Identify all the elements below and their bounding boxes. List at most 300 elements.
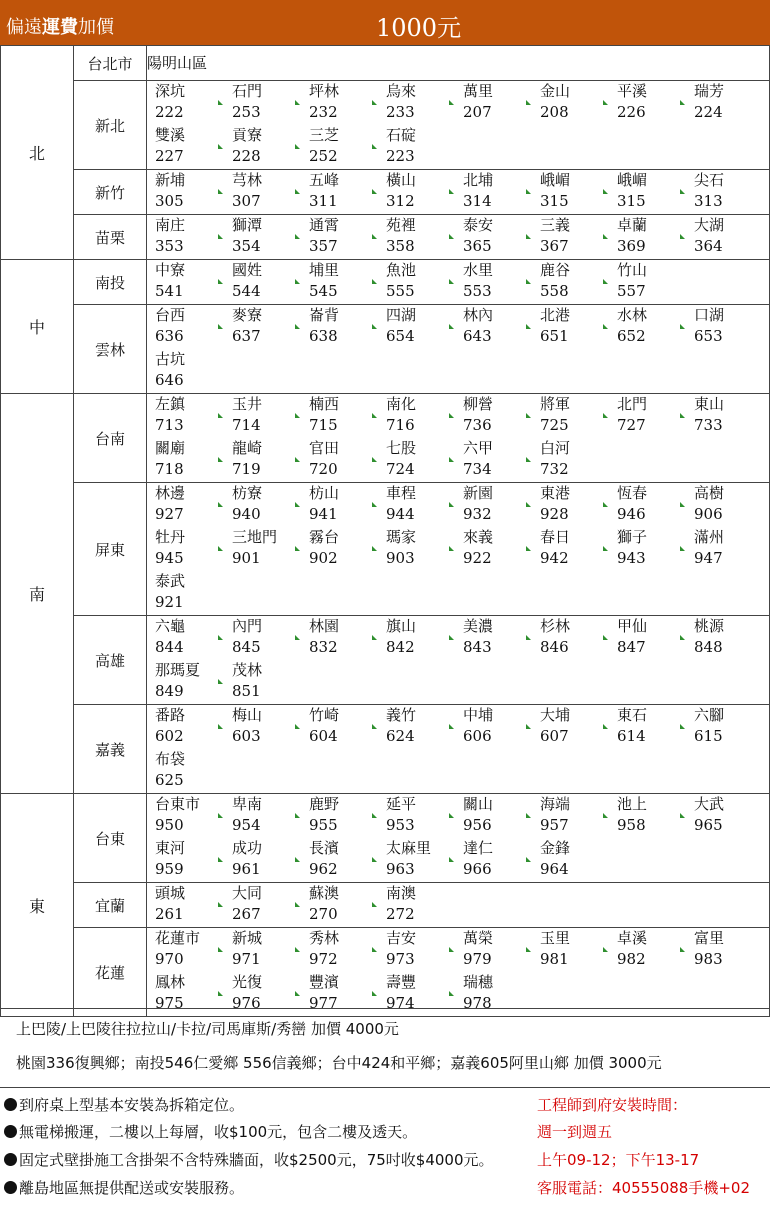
cell-marker-icon [218, 189, 223, 194]
town-name: 長濱 [309, 839, 340, 857]
cell-marker-icon [680, 189, 685, 194]
cell-marker-icon [449, 100, 454, 105]
postal-code: 354 [232, 237, 261, 255]
town-name: 芎林 [232, 171, 263, 189]
town-entry [532, 794, 609, 838]
postal-code: 720 [309, 460, 338, 478]
cell-marker-icon [218, 279, 223, 284]
town-name: 滿州 [694, 528, 725, 546]
town-name: 通霄 [309, 216, 340, 234]
cell-marker-icon [372, 189, 377, 194]
cell-marker-icon [295, 857, 300, 862]
postal-code: 557 [617, 282, 646, 300]
cell-marker-icon [295, 635, 300, 640]
county-label: 苗栗 [74, 215, 147, 260]
cell-marker-icon [680, 546, 685, 551]
cell-marker-icon [372, 635, 377, 640]
cell-marker-icon [449, 234, 454, 239]
cell-marker-icon [218, 457, 223, 462]
town-name: 大同 [232, 884, 263, 902]
town-name: 台東市 [155, 795, 201, 813]
town-name: 關山 [463, 795, 494, 813]
town-entry [455, 705, 532, 749]
town-entry [147, 170, 224, 214]
postal-code: 724 [386, 460, 415, 478]
cell-marker-icon [526, 857, 531, 862]
cell-marker-icon [218, 413, 223, 418]
town-entry [224, 705, 301, 749]
postal-code: 922 [463, 549, 492, 567]
postal-code: 965 [694, 816, 723, 834]
town-name: 茂林 [232, 661, 263, 679]
town-entry [455, 170, 532, 214]
town-entry [301, 838, 378, 882]
town-name: 台西 [155, 306, 186, 324]
postal-code: 226 [617, 103, 646, 121]
town-name: 古坑 [155, 350, 186, 368]
postal-code: 932 [463, 505, 492, 523]
town-name: 蘇澳 [309, 884, 340, 902]
town-entry [686, 616, 763, 660]
postal-code: 950 [155, 816, 184, 834]
postal-code: 978 [463, 994, 492, 1012]
cell-marker-icon [449, 991, 454, 996]
town-entry [686, 928, 763, 972]
postal-code: 962 [309, 860, 338, 878]
town-entry [532, 260, 609, 304]
town-entry [609, 928, 686, 972]
town-name: 六腳 [694, 706, 725, 724]
cell-marker-icon [372, 413, 377, 418]
postal-code: 725 [540, 416, 569, 434]
county-row [1, 928, 770, 1017]
county-label: 屏東 [74, 483, 147, 616]
postal-code: 975 [155, 994, 184, 1012]
town-entry [455, 81, 532, 125]
town-name: 枋寮 [232, 484, 263, 502]
town-entry [378, 170, 455, 214]
cell-marker-icon [218, 947, 223, 952]
postal-code: 983 [694, 950, 723, 968]
cell-marker-icon [372, 234, 377, 239]
postal-code: 625 [155, 771, 184, 789]
town-name: 布袋 [155, 750, 186, 768]
cell-marker-icon [526, 546, 531, 551]
postal-code: 972 [309, 950, 338, 968]
postal-code: 544 [232, 282, 261, 300]
county-label: 嘉義 [74, 705, 147, 794]
postal-code: 928 [540, 505, 569, 523]
town-name: 峨嵋 [540, 171, 571, 189]
postal-code: 957 [540, 816, 569, 834]
town-entry [224, 215, 301, 259]
cell-marker-icon [295, 502, 300, 507]
postal-code: 736 [463, 416, 492, 434]
town-entry [147, 527, 224, 571]
town-entry [609, 394, 686, 438]
postal-code: 973 [386, 950, 415, 968]
note-item: 無電梯搬運，二樓以上每層，收$100元，包含二樓及透天。 [4, 1121, 417, 1142]
postal-code: 847 [617, 638, 646, 656]
cell-marker-icon [449, 502, 454, 507]
town-entry [686, 794, 763, 838]
town-entry [378, 81, 455, 125]
install-time-title: 工程師到府安裝時間： [537, 1096, 688, 1114]
town-name: 成功 [232, 839, 263, 857]
town-entry [532, 928, 609, 972]
town-name: 北埔 [463, 171, 494, 189]
postal-code: 959 [155, 860, 184, 878]
town-name: 光復 [232, 973, 263, 991]
cell-marker-icon [526, 813, 531, 818]
town-entry [455, 794, 532, 838]
postal-code: 541 [155, 282, 184, 300]
postal-code: 849 [155, 682, 184, 700]
postal-code: 921 [155, 593, 184, 611]
town-entry [301, 527, 378, 571]
town-name: 卓蘭 [617, 216, 648, 234]
town-name: 水里 [463, 261, 494, 279]
special-surcharges [0, 1008, 770, 1088]
town-name: 新埔 [155, 171, 186, 189]
cell-marker-icon [372, 144, 377, 149]
town-name: 中埔 [463, 706, 494, 724]
cell-marker-icon [295, 100, 300, 105]
postal-code: 223 [386, 147, 415, 165]
cell-marker-icon [449, 947, 454, 952]
postal-code: 222 [155, 103, 184, 121]
county-label: 台北市 [74, 46, 147, 81]
county-row [1, 883, 770, 928]
cell-marker-icon [372, 813, 377, 818]
postal-code: 615 [694, 727, 723, 745]
cell-marker-icon [680, 234, 685, 239]
cell-marker-icon [526, 279, 531, 284]
postal-code: 715 [309, 416, 338, 434]
postal-code: 734 [463, 460, 492, 478]
town-name: 獅潭 [232, 216, 263, 234]
town-entry [224, 838, 301, 882]
town-entry [686, 81, 763, 125]
town-entry [609, 81, 686, 125]
town-name: 雙溪 [155, 126, 186, 144]
town-entry [301, 305, 378, 349]
cell-marker-icon [372, 324, 377, 329]
cell-marker-icon [603, 502, 608, 507]
postal-code: 848 [694, 638, 723, 656]
county-label: 南投 [74, 260, 147, 305]
cell-marker-icon [295, 413, 300, 418]
town-name: 太麻里 [386, 839, 432, 857]
cell-marker-icon [295, 546, 300, 551]
town-name: 大武 [694, 795, 725, 813]
postal-code: 963 [386, 860, 415, 878]
town-entry [455, 838, 532, 882]
cell-marker-icon [295, 324, 300, 329]
town-list: 陽明山區 [147, 46, 770, 81]
postal-code: 955 [309, 816, 338, 834]
county-label: 高雄 [74, 616, 147, 705]
town-name: 卑南 [232, 795, 263, 813]
postal-code: 603 [232, 727, 261, 745]
town-entry [378, 394, 455, 438]
cell-marker-icon [218, 813, 223, 818]
town-entry [455, 928, 532, 972]
install-hours: 上午09-12；下午13-17 [537, 1151, 700, 1169]
town-name: 麥寮 [232, 306, 263, 324]
town-name: 獅子 [617, 528, 648, 546]
bullet-icon [4, 1153, 17, 1166]
postal-code: 954 [232, 816, 261, 834]
town-entry [301, 125, 378, 169]
cell-marker-icon [372, 947, 377, 952]
postal-code: 272 [386, 905, 415, 923]
town-entry [378, 483, 455, 527]
postal-code: 982 [617, 950, 646, 968]
town-name: 中寮 [155, 261, 186, 279]
town-name: 金山 [540, 82, 571, 100]
town-entry [378, 928, 455, 972]
county-row [1, 394, 770, 483]
postal-code: 364 [694, 237, 723, 255]
postal-code: 207 [463, 103, 492, 121]
cell-marker-icon [372, 279, 377, 284]
note-item: 離島地區無提供配送或安裝服務。 [4, 1177, 244, 1198]
town-entry [301, 483, 378, 527]
cell-marker-icon [372, 546, 377, 551]
cell-marker-icon [603, 635, 608, 640]
town-name: 車程 [386, 484, 417, 502]
town-name: 旗山 [386, 617, 417, 635]
cell-marker-icon [603, 324, 608, 329]
town-entry [224, 928, 301, 972]
town-entry [532, 170, 609, 214]
postal-code: 545 [309, 282, 338, 300]
cell-marker-icon [449, 724, 454, 729]
town-entry [378, 883, 455, 927]
county-row [1, 170, 770, 215]
cell-marker-icon [218, 857, 223, 862]
postal-code: 846 [540, 638, 569, 656]
postal-code: 714 [232, 416, 261, 434]
postal-code: 270 [309, 905, 338, 923]
town-name: 關廟 [155, 439, 186, 457]
town-entry [609, 705, 686, 749]
town-name: 鳳林 [155, 973, 186, 991]
town-entry [147, 928, 224, 972]
header-amount: 1000元 [376, 14, 462, 42]
town-entry [147, 660, 224, 704]
town-entry [609, 215, 686, 259]
town-entry [224, 260, 301, 304]
postal-code: 651 [540, 327, 569, 345]
postal-code: 208 [540, 103, 569, 121]
town-name: 玉里 [540, 929, 571, 947]
town-entry [609, 170, 686, 214]
cell-marker-icon [449, 857, 454, 862]
town-name: 萬榮 [463, 929, 494, 947]
town-entry [147, 571, 224, 615]
postal-code: 945 [155, 549, 184, 567]
cell-marker-icon [218, 991, 223, 996]
town-list [147, 81, 770, 170]
cell-marker-icon [372, 991, 377, 996]
cell-marker-icon [680, 813, 685, 818]
postal-code: 974 [386, 994, 415, 1012]
town-entry [609, 305, 686, 349]
town-name: 來義 [463, 528, 494, 546]
town-list [147, 305, 770, 394]
town-name: 美濃 [463, 617, 494, 635]
cell-marker-icon [372, 502, 377, 507]
town-name: 大埔 [540, 706, 571, 724]
region-label: 北 [1, 46, 74, 260]
postal-code: 638 [309, 327, 338, 345]
town-name: 鹿谷 [540, 261, 571, 279]
town-entry [224, 794, 301, 838]
town-name: 林邊 [155, 484, 186, 502]
town-name: 新園 [463, 484, 494, 502]
install-days: 週一到週五 [537, 1123, 613, 1141]
cell-marker-icon [603, 234, 608, 239]
cell-marker-icon [295, 991, 300, 996]
postal-code: 643 [463, 327, 492, 345]
town-name: 鹿野 [309, 795, 340, 813]
town-name: 番路 [155, 706, 186, 724]
town-name: 春日 [540, 528, 571, 546]
town-name: 柳營 [463, 395, 494, 413]
county-row [1, 616, 770, 705]
postal-code: 971 [232, 950, 261, 968]
postal-code: 927 [155, 505, 184, 523]
cell-marker-icon [680, 947, 685, 952]
town-name: 玉井 [232, 395, 263, 413]
town-name: 石碇 [386, 126, 417, 144]
town-name: 將軍 [540, 395, 571, 413]
town-name: 東港 [540, 484, 571, 502]
town-name: 瑪家 [386, 528, 417, 546]
note-item: 到府桌上型基本安裝為拆箱定位。 [4, 1094, 244, 1115]
cell-marker-icon [526, 947, 531, 952]
town-list [147, 928, 770, 1017]
town-name: 尖石 [694, 171, 725, 189]
cell-marker-icon [218, 144, 223, 149]
town-name: 大湖 [694, 216, 725, 234]
postal-code: 981 [540, 950, 569, 968]
county-label: 新北 [74, 81, 147, 170]
cell-marker-icon [526, 502, 531, 507]
town-name: 魚池 [386, 261, 417, 279]
postal-code: 253 [232, 103, 261, 121]
county-row [1, 305, 770, 394]
town-name: 那瑪夏 [155, 661, 201, 679]
cell-marker-icon [526, 324, 531, 329]
town-name: 北門 [617, 395, 648, 413]
postal-code: 261 [155, 905, 184, 923]
postal-code: 976 [232, 994, 261, 1012]
postal-code: 733 [694, 416, 723, 434]
county-label: 花蓮 [74, 928, 147, 1017]
town-entry [378, 438, 455, 482]
postal-code: 558 [540, 282, 569, 300]
postal-code: 367 [540, 237, 569, 255]
town-list [147, 215, 770, 260]
town-name: 六龜 [155, 617, 186, 635]
town-entry [224, 305, 301, 349]
region-label: 東 [1, 794, 74, 1017]
postal-code: 716 [386, 416, 415, 434]
postal-code: 940 [232, 505, 261, 523]
town-name: 口湖 [694, 306, 725, 324]
town-entry [147, 883, 224, 927]
town-name: 高樹 [694, 484, 725, 502]
postal-code: 604 [309, 727, 338, 745]
postal-code: 845 [232, 638, 261, 656]
cell-marker-icon [218, 234, 223, 239]
postal-code: 953 [386, 816, 415, 834]
town-entry [378, 616, 455, 660]
cell-marker-icon [603, 724, 608, 729]
postal-code: 843 [463, 638, 492, 656]
county-row [1, 794, 770, 883]
town-name: 卓溪 [617, 929, 648, 947]
county-row [1, 46, 770, 81]
town-name: 花蓮市 [155, 929, 201, 947]
cell-marker-icon [218, 100, 223, 105]
town-entry [147, 794, 224, 838]
cell-marker-icon [372, 902, 377, 907]
town-name: 五峰 [309, 171, 340, 189]
town-entry [609, 260, 686, 304]
town-name: 峨嵋 [617, 171, 648, 189]
town-name: 石門 [232, 82, 263, 100]
cell-marker-icon [295, 457, 300, 462]
county-label: 雲林 [74, 305, 147, 394]
town-list [147, 260, 770, 305]
cell-marker-icon [526, 413, 531, 418]
postal-code: 906 [694, 505, 723, 523]
cell-marker-icon [372, 724, 377, 729]
town-entry [686, 305, 763, 349]
postal-code: 727 [617, 416, 646, 434]
postal-code: 314 [463, 192, 492, 210]
county-row [1, 260, 770, 305]
town-entry [455, 616, 532, 660]
postal-code: 227 [155, 147, 184, 165]
town-name: 南化 [386, 395, 417, 413]
town-entry [378, 305, 455, 349]
county-row [1, 81, 770, 170]
postal-code: 313 [694, 192, 723, 210]
town-entry [301, 260, 378, 304]
town-name: 官田 [309, 439, 340, 457]
cell-marker-icon [526, 635, 531, 640]
town-name: 新城 [232, 929, 263, 947]
town-entry [686, 170, 763, 214]
town-name: 竹崎 [309, 706, 340, 724]
postal-code: 902 [309, 549, 338, 567]
surcharge-header [0, 0, 770, 45]
header-label: 偏遠運費加價 [6, 17, 114, 38]
town-entry [224, 660, 301, 704]
cell-marker-icon [218, 724, 223, 729]
town-name: 恆春 [617, 484, 648, 502]
town-entry [224, 883, 301, 927]
town-name: 橫山 [386, 171, 417, 189]
town-entry [378, 705, 455, 749]
town-entry [532, 215, 609, 259]
cell-marker-icon [603, 813, 608, 818]
